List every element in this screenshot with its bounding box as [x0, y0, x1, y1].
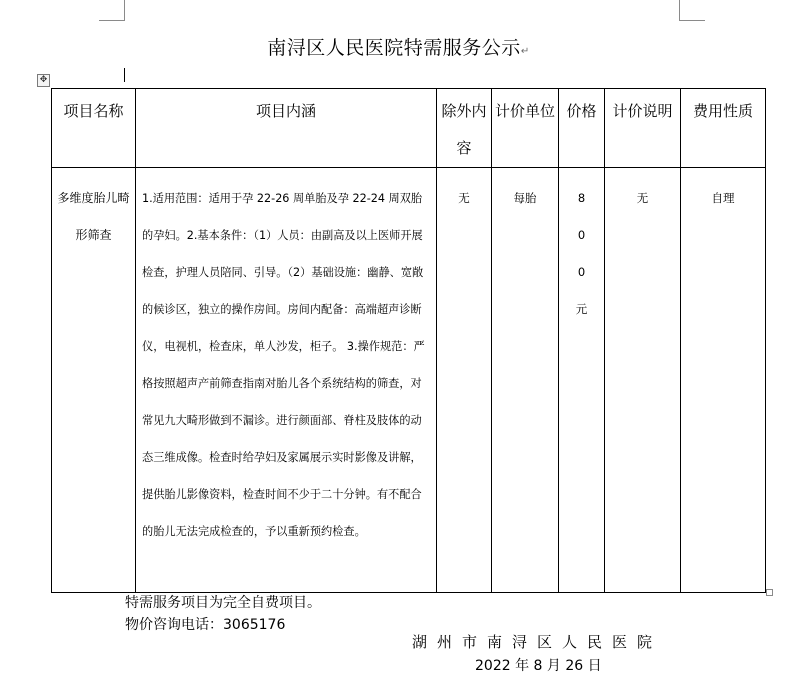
header-cell: 项目内涵 [136, 89, 437, 168]
header-cell: 计价单位 [492, 89, 559, 168]
note-line: 物价咨询电话：3065176 [125, 617, 286, 633]
project-name-cell: 多维度胎儿畸形筛查 [52, 168, 136, 593]
crop-mark-top-left-v [124, 0, 125, 20]
header-cell: 费用性质 [681, 89, 766, 168]
pricing-note-cell: 无 [605, 168, 681, 593]
price-cell [559, 168, 605, 593]
signature-date: 2022 年 8 月 26 日 [475, 658, 602, 674]
paragraph-mark: ↵ [520, 46, 530, 57]
price-char: 元 [575, 302, 588, 316]
crop-mark-top-right-v [679, 0, 680, 20]
excluded-content-cell: 无 [437, 168, 492, 593]
header-cell: 计价说明 [605, 89, 681, 168]
signature-org: 湖州市南浔区人民医院 [412, 633, 663, 651]
crop-mark-top-left-h [99, 20, 125, 21]
price-char: 0 [577, 228, 586, 242]
document-title: 南浔区人民医院特需服务公示↵ [267, 37, 530, 59]
project-description-cell: 1.适用范围：适用于孕 22-26 周单胎及孕 22-24 周双胎的孕妇。2.基本条件：（1）人员：由副高及以上医师开展检查，护理人员陪同、引导。（2）基础设施：幽静、宽敞的候诊区，独立的操作房间。房间内配备：高端超声诊断仪，电视机，检查床，单人沙发，柜子。 3.操作规范：严格按照超声产前筛查指南对胎儿各个系统结构的筛查，对常见九大畸形做到不漏诊。进行颜面部、脊柱及肢体的动态三维成像。检查时给孕妇及家属展示实时影像及讲解，提供胎儿影像资料，检查时间不少于二十分钟。有不配合的胎儿无法完成检查的，予以重新预约检查。 [136, 168, 437, 593]
fee-type-cell: 自理 [681, 168, 766, 593]
price-char: 8 [577, 191, 586, 205]
table-move-handle-icon[interactable]: ✥ [37, 74, 50, 87]
service-table [51, 88, 766, 593]
note-line: 特需服务项目为完全自费项目。 [125, 595, 321, 611]
table-row [52, 168, 766, 593]
table-header-row [52, 89, 766, 168]
header-cell: 项目名称 [52, 89, 136, 168]
crop-mark-top-right-h [679, 20, 705, 21]
text-cursor [124, 68, 125, 82]
pricing-unit-cell: 每胎 [492, 168, 559, 593]
header-cell: 价格 [559, 89, 605, 168]
table-resize-handle[interactable] [766, 589, 773, 596]
notes [125, 592, 321, 636]
price-char: 0 [577, 265, 586, 279]
header-cell: 除外内容 [437, 89, 492, 168]
